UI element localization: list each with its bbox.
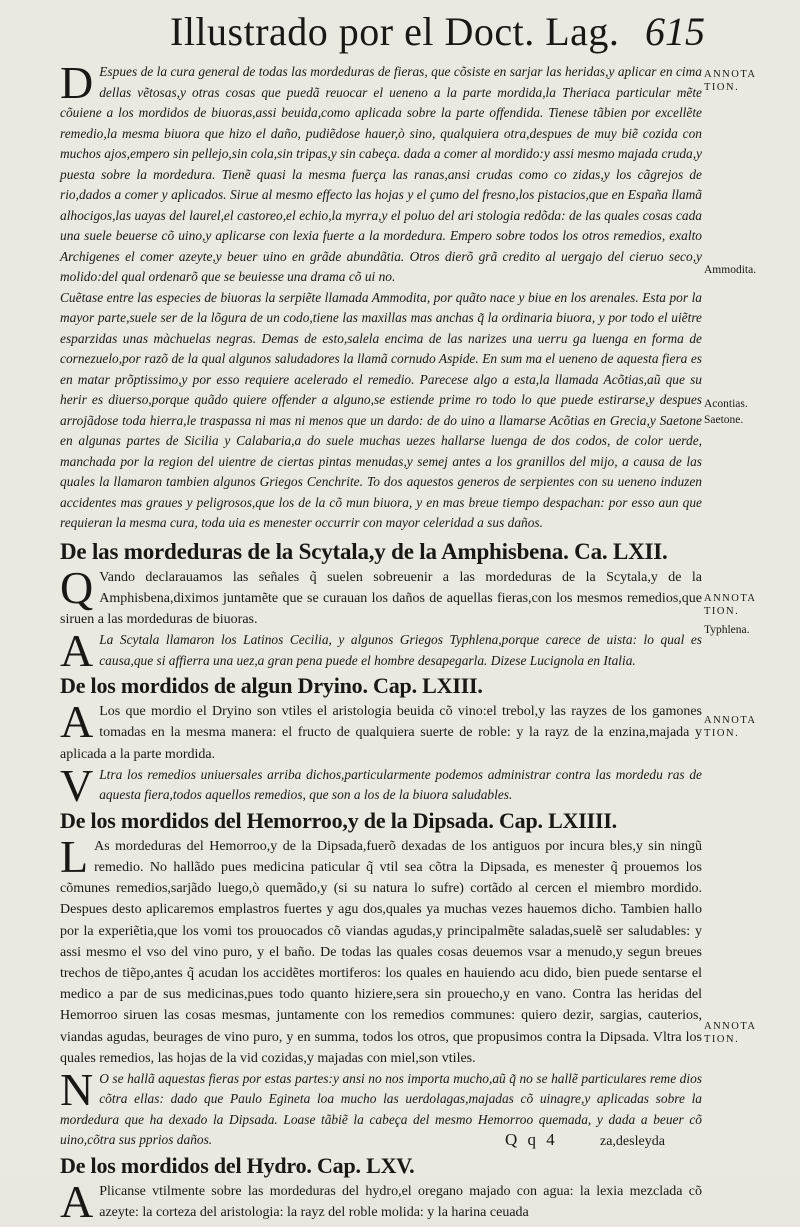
margin-acontias: Acontias. <box>704 398 748 410</box>
intro-paragraph-1 <box>60 57 702 288</box>
chapter-63-text <box>60 696 702 765</box>
chapter-65-text <box>60 1175 702 1227</box>
chapter-65-body: Plicanse vtilmente sobre las mordeduras del hydro,el oregano majado con agua: la lexia mezclada cõ azeyte: la corteza del aristologia: la rayz del roble molida: y la harina ceuada <box>99 1183 702 1221</box>
dropcap-ch65: A <box>60 1175 94 1227</box>
chapter-62-heading: De las mordeduras de la Scytala,y de la Amphisbena. Ca. LXII. <box>60 538 668 564</box>
chapter-62-annot-body: La Scytala llamaron los Latinos Cecilia, y algunos Griegos Typhlena,porque carece de uista: lo qual es causa,que si affierra una uez,a gran pena puede el hombre desapegarla. Dizese Lucignola en Italia. <box>99 632 702 668</box>
catchword: za,desleyda <box>600 1134 665 1149</box>
chapter-62-body: Vando declarauamos las señales q̃ suelen sobreuenir a las mordeduras de la Scytala,y de la Amphisbena,diximos juntamẽte que se curauan los daños de aquellas fieras,con los mesmos remedios,que siruen a las mordeduras de biuoras. <box>60 569 702 627</box>
running-title: Illustrado por el Doct. Lag. <box>170 9 620 54</box>
dropcap-ch62-annot: A <box>60 625 94 677</box>
dropcap-ch62: Q <box>60 561 94 613</box>
dropcap-ch64-annot: N <box>60 1063 94 1115</box>
intro-text-1: Espues de la cura general de todas las mordeduras de fieras, que cõsiste en sarjar las heridas,y aplicar en cima dellas vẽtosas,y otras cosas que puedã reuocar el ueneno a la parte mordida,la Theriaca particular mẽte cõuiene a los mordidos de biuoras,assi beuida,como aplicada sobre la parte offendida. Tienese tãbien por excellẽte remedio,la mesma biuora que hizo el daño, pudiẽdose hauer,ò sino, qualquiera otra,despues de muy biẽ cozida con muchos ajos,empero sin pellejo,sin cola,sin tripas,y sin cabeça. dada a comer al mordido:y assi mesmo majada cruda,y puesta sobre la mordedura. Tienẽ quasi la mesma fuerça las ranas,ansi crudas como co zidas,y los cãgrejos de rio,dados a comer y aplicados. Sirue al mesmo effecto las hojas y el çumo del fresno,los pistacios,que en España llamã alhocigos,las uayas del laurel,el castoreo,el echio,la myrra,y el poluo del ari stologia redõda: de las quales cosas cada una suele beuerse cõ uino,y aplicarse con lexia fuerte a la mordedura. Empero sobre todos los otros remedios, exalto Archigenes el comer azeyte,y beuer uino en grãde abundãtia. Otros dierõ grã credito al uergajo del cieruo seco,y molido:del qual ordenarõ que se beuiesse una drama cõ ui no. <box>60 64 702 284</box>
signature-mark: Q q 4 <box>505 1130 558 1149</box>
dropcap-ch63-annot: V <box>60 759 94 811</box>
chapter-64-heading: De los mordidos del Hemorroo,y de la Dipsada. Cap. LXIIII. <box>60 807 617 833</box>
main-text-column <box>60 57 702 1227</box>
chapter-64-text <box>60 830 702 1069</box>
margin-saetone: Saetone. <box>704 414 744 426</box>
margin-annotation-1: ANNOTA TION. <box>704 69 756 93</box>
chapter-62-text <box>60 561 702 631</box>
margin-ammodita: Ammodita. <box>704 264 757 276</box>
margin-annotation-4: ANNOTA TION. <box>704 1021 756 1045</box>
chapter-63-body: Los que mordio el Dryino son vtiles el aristologia beuida cõ vino:el trebol,y las rayzes de los gamones tomadas en la mesma manera: el fructo de qualquiera suerte de roble: y la rayz de la enzina,majada y aplicada a la parte mordida. <box>60 704 702 762</box>
chapter-63-annot-body: Ltra los remedios uniuersales arriba dichos,particularmente podemos administrar contra las mordedu ras de aquesta fiera,todos aquellos remedios, que son a los de la biuora saludables. <box>99 766 702 803</box>
chapter-64-body: As mordeduras del Hemorroo,y de la Dipsada,fuerõ dexadas de los antiguos por incura bles,y sin ningũ remedio. No hallãdo pues medicina paticular q̃ vtil sea cõtra la Dipsada, es menester q̃ prouemos los cõmunes remedios,sarjãdo luego,ò quemãdo,y (si su natura lo sufre) cortãdo al cercen el miembro mordido. Despues desto aplicaremos emplastros fuertes y agu dos,quales ya muchas vezes hauemos dicho. Tambien hallo por la experiẽtia,que los vomi tos prouocados cõ viandas agudas,y principalmẽte saladas,suelẽ ser saludables: y assi mesmo el vso del vino puro, y el baño. De todas las quales cosas deuemos vsar a menudo,y segun breues trechos de tiẽpo,antes q̃ acudan los accidẽtes mortiferos: los quales en hauiendo acu dido, bien puede sentarse el medico a par de sus medicinas,pues todo quanto hiziere,sera sin prouecho,y en vano. Contra las heridas del Hemorroo siruen las cosas mesmas, juntamente con los remedios communes: quiero dezir, sargias, cauterios, viandas agudas, beurages de vino puro, y en summa, todos los otros, que propusimos contra la Dipsada. Vltra los quales remedios, las hojas de la vid cozidas,y majadas con miel,son vtiles. <box>60 838 702 1066</box>
chapter-63-annotation <box>60 759 702 811</box>
dropcap-intro: D <box>60 57 94 108</box>
margin-annotation-2: ANNOTA TION. <box>704 593 756 617</box>
margin-annotation-3: ANNOTA TION. <box>704 715 756 739</box>
chapter-64-annot-body: O se hallã aquestas fieras por estas partes:y ansi no nos importa mucho,aũ q̃ no se hallẽ particulares reme dios cõtra ellas: dado que Paulo Egineta loa mucho las uerdolagas,majadas cõ uinagre,y aplicadas sobre la mordedura que ha dexado la Dipsada. Loase tãbiẽ la cabeça del mesmo Hemorroo quemada, y dada a beuer cõ uino,cõtra sus pprios daños. <box>60 1070 702 1148</box>
margin-typhlena: Typhlena. <box>704 624 750 636</box>
dropcap-ch64: L <box>60 830 89 882</box>
page-header <box>0 6 800 60</box>
dropcap-ch63: A <box>60 696 94 748</box>
folio-number: 615 <box>645 9 705 54</box>
chapter-63-heading: De los mordidos de algun Dryino. Cap. LXIII. <box>60 673 483 699</box>
intro-paragraph-2 <box>60 288 702 534</box>
chapter-62-annotation <box>60 625 702 677</box>
chapter-65-heading: De los mordidos del Hydro. Cap. LXV. <box>60 1152 415 1178</box>
intro-text-2: Cuẽtase entre las especies de biuoras la serpiẽte llamada Ammodita, por quãto nace y biue en los arenales. Esta por la mayor parte,suele ser de la lõgura de un codo,tiene las maxillas mas anchas q̃ la ordinaria biuora, y por todo el uiẽtre esparzidas unas màchuelas negras. Demas de esto,salela encima de las narizes una uerru ga luenga en forma de cornezuelo,por razõ de la qual algunos saludadores la llamã cornudo Aspide. En sum ma el ueneno de aquesta fiera es en matar prõptissimo,y por esso requiere acelerado el remedio. Parecese algo a esta,la llamada Acõtias,aũ que su herir es diuerso,porque quãdo quiere offender a alguno,se estiende prime ro todo lo que puede estirarse,y despues arrojãdose toda hierra,le traspassa ni mas ni menos que un dardo: de do uino a llamarse Acõtias en Grecia,y Saetone en algunas partes de Sicilia y Calabaria,a do suele muchas uezes hallarse luenga de dos codos, de color uerde, manchada por la region del uientre de ciertas pintas menudas,y semej antes a los granillos del mijo, a causa de las quales la llamaron tambien algunos Griegos Cenchrite. To dos aquestos generos de serpientes con su ueneno induzen accidentes mas graues y peligrosos,que los de la cõ mun biuora, y en mas breue tiempo despachan: por esso aun que requieran la mesma cura, toda uia es menester occurrir con mayor celeridad a sus daños. <box>60 289 702 530</box>
